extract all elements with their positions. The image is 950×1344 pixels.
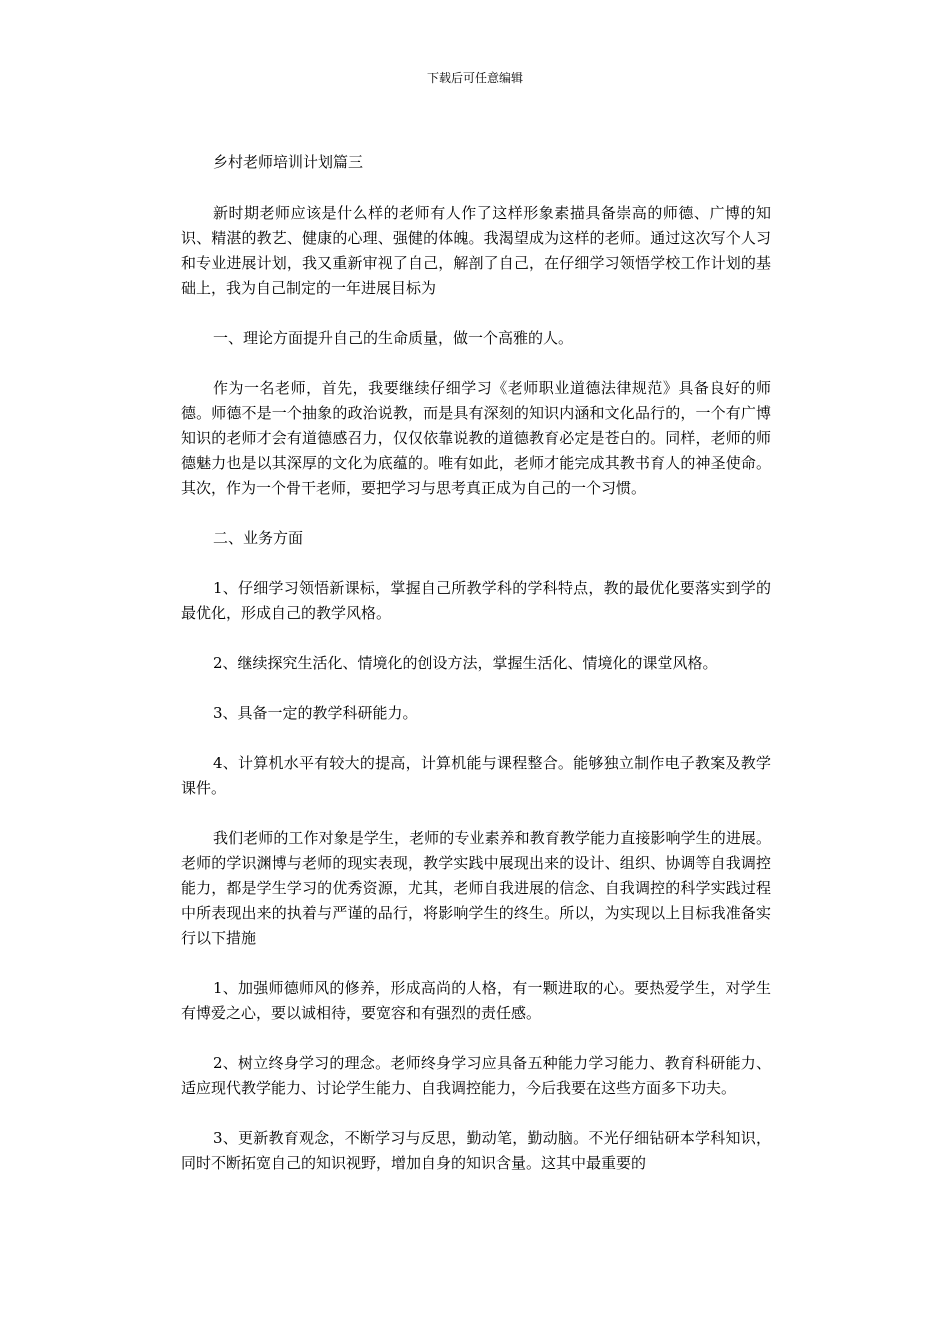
- paragraph-item-4: 4、计算机水平有较大的提高，计算机能与课程整合。能够独立制作电子教案及教学课件。: [181, 754, 771, 797]
- paragraph-teacher-ethics: 作为一名老师，首先，我要继续仔细学习《老师职业道德法律规范》具备良好的师德。师德不是一个抽象的政治说教，而是具有深刻的知识内涵和文化品行的，一个有广博知识的老师才会有道德感召力，仅仅依靠说教的道德教育必定是苍白的。同样，老师的师德魅力也是以其深厚的文化为底蕴的。唯有如此，老师才能完成其教书育人的神圣使命。其次，作为一个骨干老师，要把学习与思考真正成为自己的一个习惯。: [181, 379, 771, 497]
- document-body: [181, 150, 771, 1201]
- paragraph-section-theory: 一、理论方面提升自己的生命质量，做一个高雅的人。: [213, 329, 574, 347]
- paragraph-measure-2: 2、树立终身学习的理念。老师终身学习应具备五种能力学习能力、教育科研能力、适应现代教学能力、讨论学生能力、自我调控能力，今后我要在这些方面多下功夫。: [181, 1054, 771, 1097]
- paragraph-item-1: 1、仔细学习领悟新课标，掌握自己所教学科的学科特点，教的最优化要落实到学的最优化，形成自己的教学风格。: [181, 579, 771, 622]
- document-title: 乡村老师培训计划篇三: [213, 153, 364, 171]
- paragraph-section-business: 二、业务方面: [213, 529, 304, 547]
- page-header: 下载后可任意编辑: [426, 71, 523, 85]
- paragraph-measure-3: 3、更新教育观念，不断学习与反思，勤动笔，勤动脑。不光仔细钻研本学科知识，同时不断拓宽自己的知识视野，增加自身的知识含量。这其中最重要的: [181, 1129, 771, 1172]
- paragraph-item-2: 2、继续探究生活化、情境化的创设方法，掌握生活化、情境化的课堂风格。: [213, 654, 718, 672]
- paragraph-work-object: 我们老师的工作对象是学生，老师的专业素养和教育教学能力直接影响学生的进展。老师的学识渊博与老师的现实表现，教学实践中展现出来的设计、组织、协调等自我调控能力，都是学生学习的优秀资源，尤其，老师自我进展的信念、自我调控的科学实践过程中所表现出来的执着与严谨的品行，将影响学生的终生。所以，为实现以上目标我准备实行以下措施: [181, 829, 771, 947]
- paragraph-intro: 新时期老师应该是什么样的老师有人作了这样形象素描具备崇高的师德、广博的知识、精湛的教艺、健康的心理、强健的体魄。我渴望成为这样的老师。通过这次写个人习和专业进展计划，我又重新审视了自己，解剖了自己，在仔细学习领悟学校工作计划的基础上，我为自己制定的一年进展目标为: [181, 204, 771, 297]
- paragraph-item-3: 3、具备一定的教学科研能力。: [213, 704, 418, 722]
- paragraph-measure-1: 1、加强师德师风的修养，形成高尚的人格，有一颗进取的心。要热爱学生，对学生有博爱之心，要以诚相待，要宽容和有强烈的责任感。: [181, 979, 771, 1022]
